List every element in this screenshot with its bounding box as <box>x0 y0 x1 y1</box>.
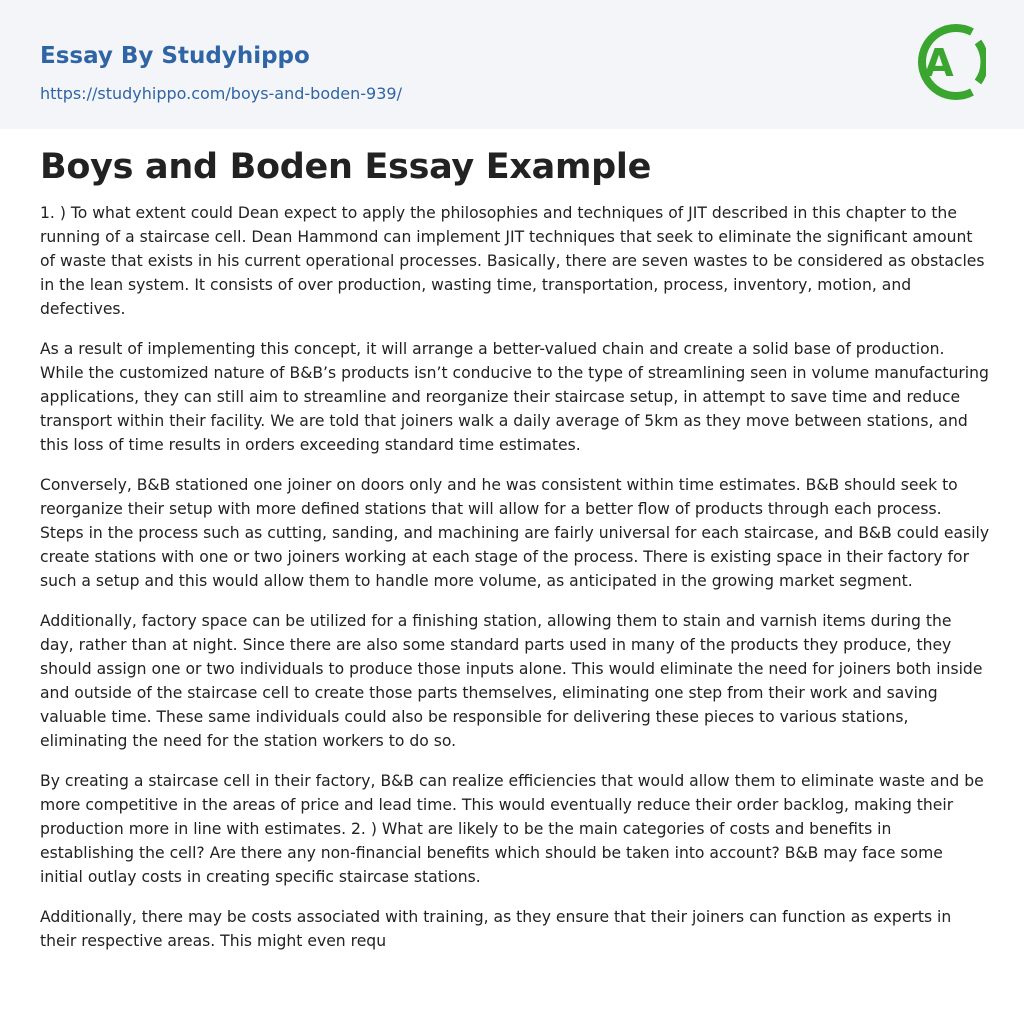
article-paragraph: 1. ) To what extent could Dean expect to apply the philosophies and techniques of JIT described in this chapter to the running of a staircase cell. Dean Hammond can implement JIT techniques that seek to eliminate the significant amount of waste that exists in his current operational processes. Basically, there are seven wastes to be considered as obstacles in the lean system. It consists of over production, wasting time, transportation, process, inventory, motion, and defectives. <box>40 204 985 318</box>
article-paragraph: As a result of implementing this concept, it will arrange a better-valued chain and create a solid base of production. While the customized nature of B&B’s products isn’t conducive to the type of streamlining seen in volume manufacturing applications, they can still aim to streamline and reorganize their staircase setup, in attempt to save time and reduce transport within their facility. We are told that joiners walk a daily average of 5km as they move between stations, and this loss of time results in orders exceeding standard time estimates. <box>40 340 989 454</box>
logo-letter: A <box>924 41 954 85</box>
article-paragraph: By creating a staircase cell in their factory, B&B can realize efficiencies that would allow them to eliminate waste and be more competitive in the areas of price and lead time. This would eventually reduce their order backlog, making their production more in line with estimates. 2. ) What are likely to be the main categories of costs and benefits in establishing the cell? Are there any non-financial benefits which should be taken into account? B&B may face some initial outlay costs in creating specific staircase stations. <box>40 772 984 886</box>
site-header <box>0 0 1024 129</box>
page-url-link[interactable]: https://studyhippo.com/boys-and-boden-939/ <box>40 84 402 103</box>
article-paragraph: Additionally, there may be costs associated with training, as they ensure that their joiners can function as experts in their respective areas. This might even requ <box>40 908 952 950</box>
site-brand[interactable]: Essay By Studyhippo <box>40 43 310 69</box>
studyhippo-logo-icon[interactable] <box>912 20 986 104</box>
article-paragraph: Conversely, B&B stationed one joiner on doors only and he was consistent within time estimates. B&B should seek to reorganize their setup with more defined stations that will allow for a better flow of products through each process. Steps in the process such as cutting, sanding, and machining are fairly universal for each staircase, and B&B could easily create stations with one or two joiners working at each stage of the process. There is existing space in their factory for such a setup and this would allow them to handle more volume, as anticipated in the growing market segment. <box>40 476 990 590</box>
article-title: Boys and Boden Essay Example <box>40 147 652 187</box>
article-content <box>40 143 990 969</box>
article-paragraph: Additionally, factory space can be utilized for a finishing station, allowing them to stain and varnish items during the day, rather than at night. Since there are also some standard parts used in many of the products they produce, they should assign one or two individuals to produce those inputs alone. This would eliminate the need for joiners both inside and outside of the staircase cell to create those parts themselves, eliminating one step from their work and saving valuable time. These same individuals could also be responsible for delivering these pieces to various stations, eliminating the need for the station workers to do so. <box>40 612 983 750</box>
